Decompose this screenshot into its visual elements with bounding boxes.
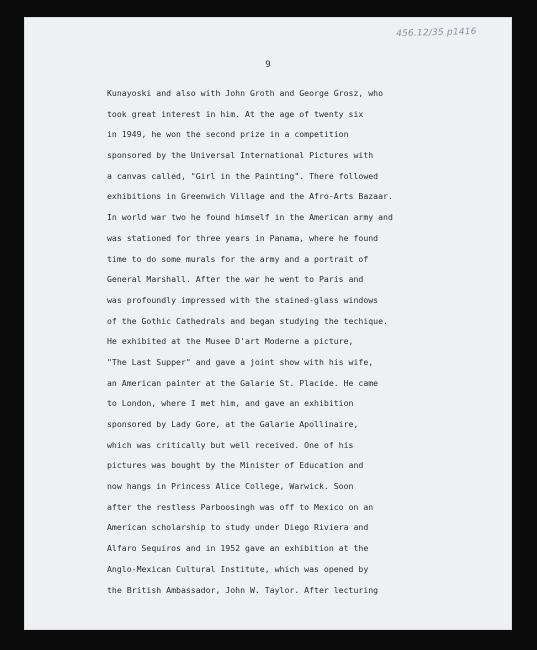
text-line: of the Gothic Cathedrals and began studying the techique.: [107, 315, 388, 326]
text-line: In world war two he found himself in the American army and: [107, 212, 393, 223]
page-number: 9: [265, 60, 271, 70]
document-page: [24, 17, 512, 630]
text-line: American scholarship to study under Diego Riviera and: [107, 522, 369, 533]
text-line: exhibitions in Greenwich Village and the Afro-Arts Bazaar.: [107, 191, 393, 202]
text-line: sponsored by Lady Gore, at the Galarie Apollinaire,: [107, 419, 359, 429]
typed-body-text: [107, 83, 447, 600]
text-line: He exhibited at the Musee D'art Moderne a picture,: [107, 336, 354, 347]
text-line: Kunayoski and also with John Groth and George Grosz, who: [107, 88, 384, 98]
text-line: an American painter at the Galarie St. Placide. He came: [107, 377, 379, 388]
text-line: was profoundly impressed with the stained-glass windows: [107, 294, 379, 305]
text-line: after the restless Parboosingh was off to Mexico on an: [107, 501, 374, 512]
text-line: Anglo-Mexican Cultural Institute, which was opened by: [107, 563, 369, 574]
text-line: time to do some murals for the army and a portrait of: [107, 253, 369, 264]
text-line: Alfaro Sequiros and in 1952 gave an exhibition at the: [107, 543, 369, 554]
text-line: took great interest in him. At the age of twenty six: [107, 108, 364, 119]
text-line: sponsored by the Universal International Pictures with: [107, 150, 374, 161]
text-line: was stationed for three years in Panama, where he found: [107, 232, 379, 243]
text-line: a canvas called, "Girl in the Painting". There followed: [107, 170, 379, 181]
text-line: now hangs in Princess Alice College, Warwick. Soon: [107, 481, 354, 492]
text-line: in 1949, he won the second prize in a competition: [107, 129, 349, 140]
text-line: "The Last Supper" and gave a joint show with his wife,: [107, 356, 374, 367]
text-line: to London, where I met him, and gave an exhibition: [107, 398, 354, 409]
text-line: which was critically but well received. One of his: [107, 439, 354, 450]
archive-reference-note: 456.12/35 p1416: [395, 27, 477, 40]
text-line: pictures was bought by the Minister of Education and: [107, 460, 364, 471]
text-line: the British Ambassador, John W. Taylor. After lecturing: [107, 584, 379, 595]
text-line: General Marshall. After the war he went to Paris and: [107, 274, 364, 285]
